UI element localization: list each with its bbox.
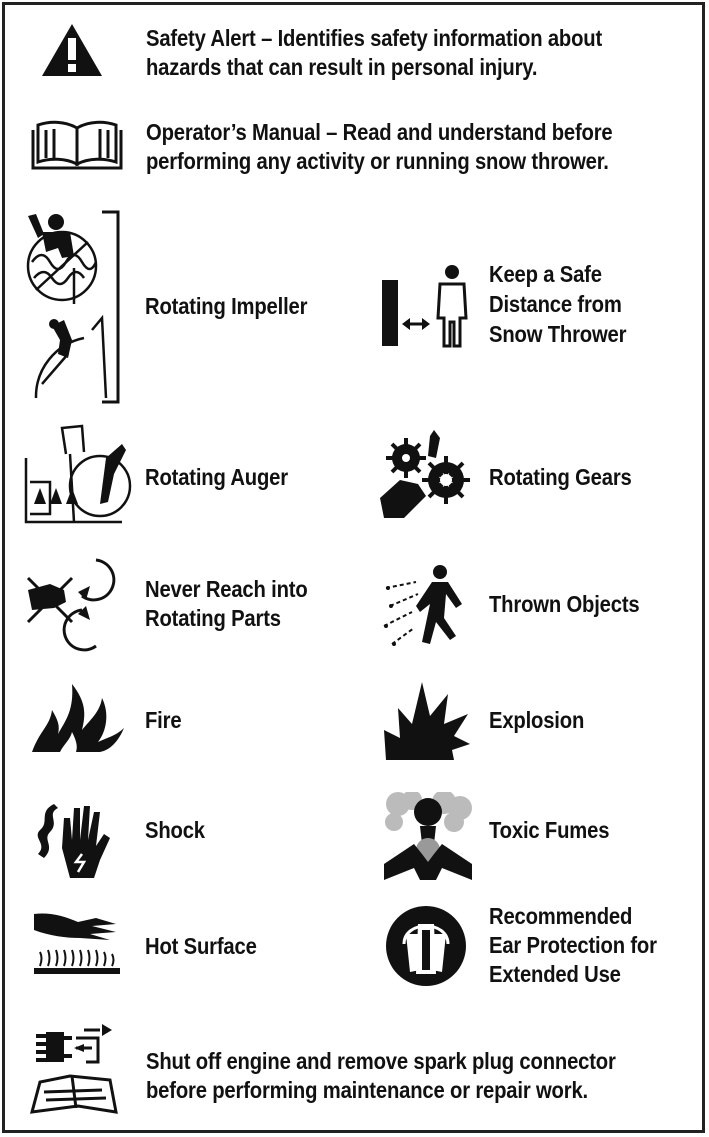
rotating-impeller-icon	[22, 208, 126, 406]
operators-manual-line2: performing any activity or running snow thrower.	[146, 148, 609, 174]
rotating-gears-icon	[378, 428, 474, 520]
never-reach-line2: Rotating Parts	[145, 605, 281, 631]
fire-icon	[30, 680, 126, 754]
shut-off-line1: Shut off engine and remove spark plug connector	[146, 1048, 616, 1074]
fire-label: Fire	[145, 707, 182, 733]
thrown-objects-label: Thrown Objects	[489, 591, 640, 617]
never-reach-line1: Never Reach into	[145, 576, 308, 602]
toxic-fumes-icon	[382, 792, 474, 882]
safe-distance-icon	[380, 262, 472, 348]
ear-protection-line1: Recommended	[489, 903, 633, 929]
shock-icon	[30, 796, 114, 880]
open-book-icon	[30, 118, 124, 170]
hot-surface-icon	[30, 908, 124, 976]
safe-distance-line1: Keep a Safe	[489, 261, 602, 287]
explosion-label: Explosion	[489, 707, 585, 733]
operators-manual-line1: Operator’s Manual – Read and understand before	[146, 119, 613, 145]
rotating-auger-label: Rotating Auger	[145, 464, 288, 490]
rotating-auger-icon	[22, 424, 132, 528]
explosion-icon	[382, 680, 472, 762]
never-reach-icon	[24, 556, 126, 652]
shut-off-line2: before performing maintenance or repair work.	[146, 1077, 588, 1103]
ear-protection-icon	[384, 904, 468, 988]
shock-label: Shock	[145, 817, 205, 843]
toxic-fumes-label: Toxic Fumes	[489, 817, 610, 843]
rotating-impeller-label: Rotating Impeller	[145, 293, 308, 319]
thrown-objects-icon	[382, 564, 480, 650]
shut-off-engine-icon	[26, 1018, 126, 1122]
ear-protection-line2: Ear Protection for	[489, 932, 657, 958]
safe-distance-line3: Snow Thrower	[489, 321, 627, 347]
ear-protection-line3: Extended Use	[489, 961, 621, 987]
hot-surface-label: Hot Surface	[145, 933, 257, 959]
warning-triangle-icon	[40, 22, 104, 78]
rotating-gears-label: Rotating Gears	[489, 464, 632, 490]
safety-alert-line1: Safety Alert – Identifies safety information about	[146, 25, 603, 51]
safe-distance-line2: Distance from	[489, 291, 622, 317]
safety-alert-line2: hazards that can result in personal injury.	[146, 54, 538, 80]
